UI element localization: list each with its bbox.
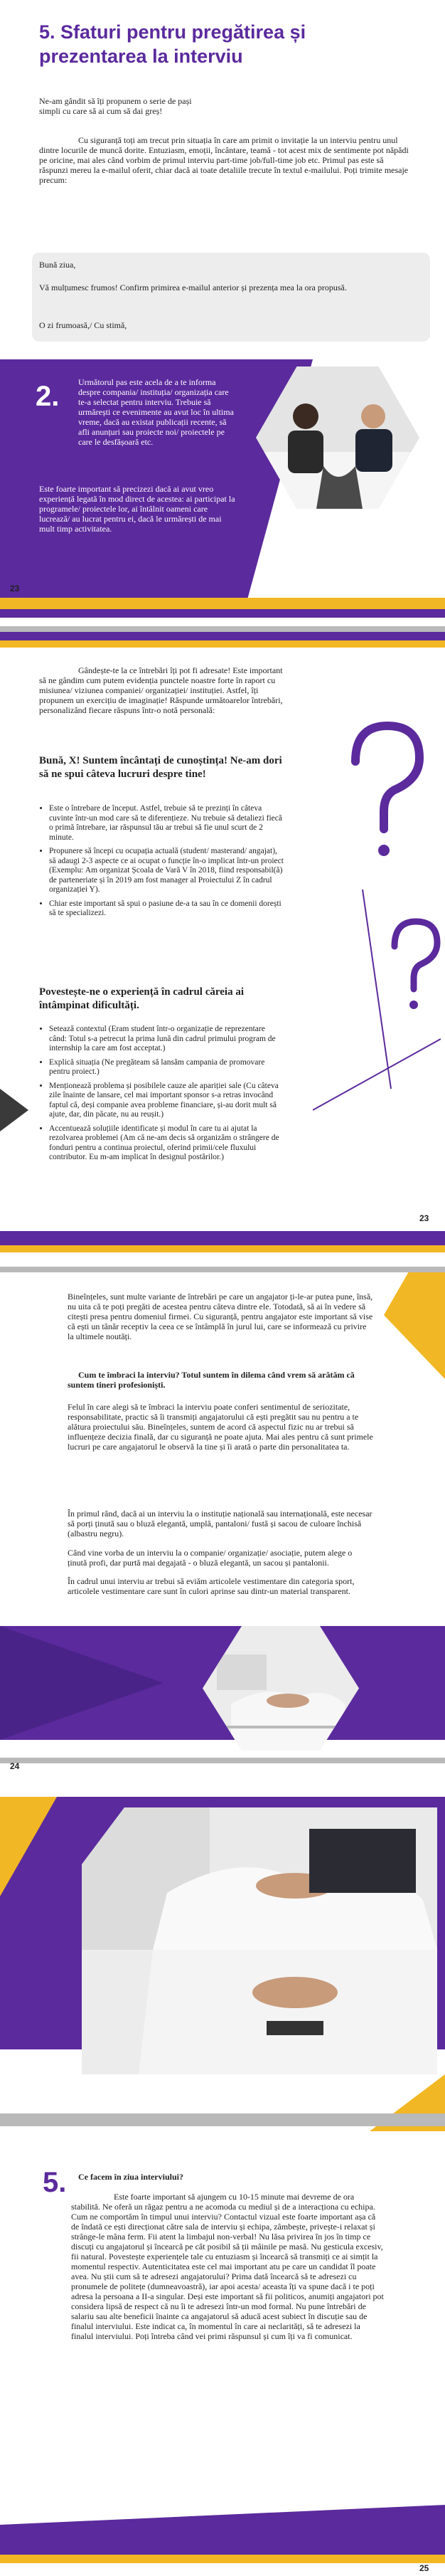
gold-top-band	[0, 640, 445, 648]
gold-bottom-band	[0, 2555, 445, 2563]
interview-day-heading: Ce facem în ziua interviului?	[78, 2172, 183, 2182]
page-4	[0, 1950, 445, 2576]
purple-band	[0, 609, 445, 618]
step-2-text-continued: Este foarte important să precizezi dacă ai avut vreo experiență legată în mod direct de acestea: ai participat la programele/ proiectele lor, ai întâlnit oameni care lucrează/ au lucrat pentru ei, dacă le urmărești de mai mult timp activitatea.	[39, 484, 235, 534]
purple-bottom-band	[0, 1231, 445, 1245]
page-number: 25	[419, 2563, 429, 2573]
list-item: • Accentuează soluțiile identificate și modul în care tu ai ajutat la rezolvarea problemei (Am că ne-am decis să organizăm o strângere de fonduri pentru a continua proiectul, oferind primii/cele fluxului contributor. Eu m-am implicat în designul postărilor.)	[49, 1124, 284, 1163]
page-number: 23	[419, 1213, 429, 1223]
gold-bottom-band	[0, 1245, 445, 1252]
page-number: 24	[10, 1761, 20, 1771]
intro-text: Ne-am gândit să îți propunem o serie de pași simpli cu care să ai cum să dai greș!	[39, 96, 192, 116]
bullet-list-2	[39, 1025, 284, 1167]
question-heading-2: Povestește-ne o experiență în cadrul căreia ai întâmpinat dificultăți.	[39, 986, 244, 1011]
clothing-paragraph-4: În cadrul unui interviu ar trebui să eviăm articolele vestimentare din categoria sport, articolele vestimentare care sunt în culori aprinse sau dintr-un material transparent.	[68, 1576, 355, 1596]
list-item: • Explică situația (Ne pregăteam să lansăm campania de promovare pentru proiect.)	[49, 1058, 284, 1077]
page-3	[0, 1267, 445, 1950]
page-title: 5. Sfaturi pentru pregătirea și prezentarea la interviu	[39, 21, 306, 67]
page-separator	[0, 1758, 445, 1763]
list-item: • Menționează problema și posibilele cauze ale apariției sale (Cu câteva zile înainte de lansare, cel mai important sponsor s-a retras invocând faptul că, deși companie avea probleme financiare, și-au dorit mult să ajute, dar, din păcate, nu au reușit.)	[49, 1082, 284, 1120]
questions-intro: Gândește-te la ce întrebări îți pot fi adresate! Este important să ne gândim cum putem evidenția punctele noastre forte în raport cu misiunea/ viziunea companiei/ organizației/ instituției. Astfel, îți propunem un exercițiu de imaginație! Răspunde următoarelor întrebări, personalizând fiecare răspuns într-o notă personală:	[39, 665, 283, 715]
purple-top-band	[0, 632, 445, 640]
question-marks-graphic	[313, 712, 441, 1139]
step-number-2: 2.	[36, 381, 60, 412]
page-separator	[0, 1267, 445, 1272]
bullet-list-1	[39, 804, 284, 923]
handshake-large-photo	[82, 1807, 437, 1950]
grey-band	[0, 2113, 445, 2126]
email-greeting: Bună ziua,	[39, 260, 76, 270]
list-item: • Chiar este important să spui o pasiune de-a ta sau în ce domenii dorești să te specializezi.	[49, 899, 284, 919]
page-separator	[0, 626, 445, 632]
list-item: • Setează contextul (Eram student într-o organizație de reprezentare când: Totul s-a petrecut la prima lună din cadrul primului program de internship la care am fost acceptat.)	[49, 1025, 284, 1054]
gold-corner	[384, 1272, 445, 1379]
clothing-paragraph: Felul în care alegi să te îmbraci la interviu poate conferi sentimentul de seriozitate, responsabilitate, practic să îi transmiți angajatorului că ești pregătit sau nu pentru a te alătura proiectului său. Bineînțeles, suntem de acord că aspectul fizic nu ar trebui să influențeze decizia finală, dar cu siguranță ne poate ajuta. Mai ales pentru că sunt primele lucruri pe care angajatorul le observă la tine și îi arată o parte din personalitatea ta.	[68, 1402, 373, 1452]
list-item: • Propunere să începi cu ocupația actuală (student/ masterand/ angajat), să adaugi 2-3 aspecte ce ai ocupat o funcție în-o implicat într-un proiect (Exemplu: Am organizat Școala de Vară V în 2018, fiind responsabil(ă) de parteneriate și în 2019 am fost manager al Proiectului Z în cadrul organizației Y).	[49, 847, 284, 895]
step-2-text: Următorul pas este acela de a te informa despre compania/ instituția/ organizația care te-a selectat pentru interviu. Trebuie să urmărești ce evenimente au avut loc în ultima vreme, dacă au existat publicații recente, să afli anunțuri sau proiecte noi/ proiectele pe care le desfășoară etc.	[78, 377, 234, 447]
dark-corner-graphic	[0, 1089, 28, 1131]
paragraph-questions: Bineînțeles, sunt multe variante de întrebări pe care un angajator ți-le-ar putea pune, însă, nu uita că te poți pregăti de acestea pentru câteva dintre ele. Totodată, să ai în vedere să citești presa pentru domeniul firmei. Cu siguranță, pentru angajator este important să vise că ești un tânăr receptiv la ceea ce se întâmplă în jurul lui, care se informează cu privire la ultimele noutăți.	[68, 1292, 373, 1341]
interview-day-text: Este foarte important să ajungem cu 10-15 minute mai devreme de ora stabilită. Ne oferă un răgaz pentru a ne acomoda cu mediul și de a interacționa cu echipa. Cum ne comportăm în timpul unui interviu? Contactul vizual este foarte important așa că de îndată ce ești direcționat către sala de interviu și echipa, zâmbește, privește-i relaxat și strânge-le mâna ferm. Fii atent la limbajul non-verbal! Nu lăsa privirea în jos în timp ce discuți cu angajatorul și încearcă pe cât posibil să ții mâinile pe masă. Nu gesticula excesiv, fii natural. Povestește experiențele tale cu entuziasm și încearcă să transmiți ce ai simțit la momentul respectiv. Autenticitatea este cel mai important atu pe care un candidat îl poate avea. Nu știi cum să te adresezi angajatorului? Prima dată încearcă să te adresezi cu pronumele de politețe (dumneavoastră), iar apoi acesta/ aceasta îți va spune dacă i te poți adresa la persoana a II-a singular. Deși este important să fii politicos, anumiți angajatori pot considera lipsă de respect că nu îi te adresezi într-un mod formal. Nu pune întrebări de salariu sau alte beneficii înainte ca angajatorul să aducă acest subiect în discuție sau de finalul interviului. Este indicat ca, în momentul în care ai neclarități, să te adresezi la finalul interviului. Poți întreba când vei primi răspunsul și cum îți va fi comunicat.	[71, 2192, 384, 2341]
email-example-box	[32, 253, 430, 342]
purple-bottom-band	[0, 2505, 445, 2555]
gold-band	[0, 598, 445, 609]
list-item: • Este o întrebare de început. Astfel, trebuie să te prezinți în câteva cuvinte într-un mod care să te diferențieze. Nu trebuie să detaliezi fiecă o primă întrebare, iar răspunsul tău ar trebui să fie unul scurt de 2 minute.	[49, 804, 284, 843]
page-number: 23	[10, 584, 20, 593]
question-heading-1: Bună, X! Suntem încântați de cunoștința! Ne-am dori să ne spui câteva lucruri despre tine!	[39, 755, 282, 780]
clothing-question: Cum te îmbraci la interviu? Totul suntem în dilema când vrem să arătăm că suntem tineri profesioniști.	[68, 1370, 355, 1390]
handshake-photo-continued	[82, 1950, 437, 2074]
intro-paragraph: Cu siguranță toți am trecut prin situația în care am primit o invitație la un interviu pentru unul dintre locurile de muncă dorite. Entuziasm, emoții, încântare, teamă - tot acest mix de sentimente pot năpădi pe oricine, mai ales când vorbim de primul interviu part-time job/full-time job etc. Primul pas este să răspunzi mereu la e-mailul oferit, chiar dacă ai toate detaliile trecute în textul e-mailului. Poți trimite mesaje precum:	[39, 135, 409, 185]
step-number-5: 5.	[43, 2167, 67, 2198]
page-2	[0, 626, 445, 1267]
clothing-paragraph-3: Când vine vorba de un interviu la o companie/ organizație/ asociație, putem alege o ținută profi, dar purtă mai degajată - o bluză elegantă, un sacou și pantalonii.	[68, 1548, 353, 1568]
page-1	[0, 0, 445, 626]
email-body: Vă mulțumesc frumos! Confirm primirea e-mailul anterior și prezența mea la ora propusă.	[39, 283, 347, 292]
clothing-paragraph-2: În primul rând, dacă ai un interviu la o instituție națională sau internațională, este necesar să porți ținută sau o bluză elegantă, umplă, pantaloni/ fustă și sacou de culoare închisă (albastru negru).	[68, 1509, 372, 1538]
email-signoff: O zi frumoasă,/ Cu stimă,	[39, 320, 127, 330]
